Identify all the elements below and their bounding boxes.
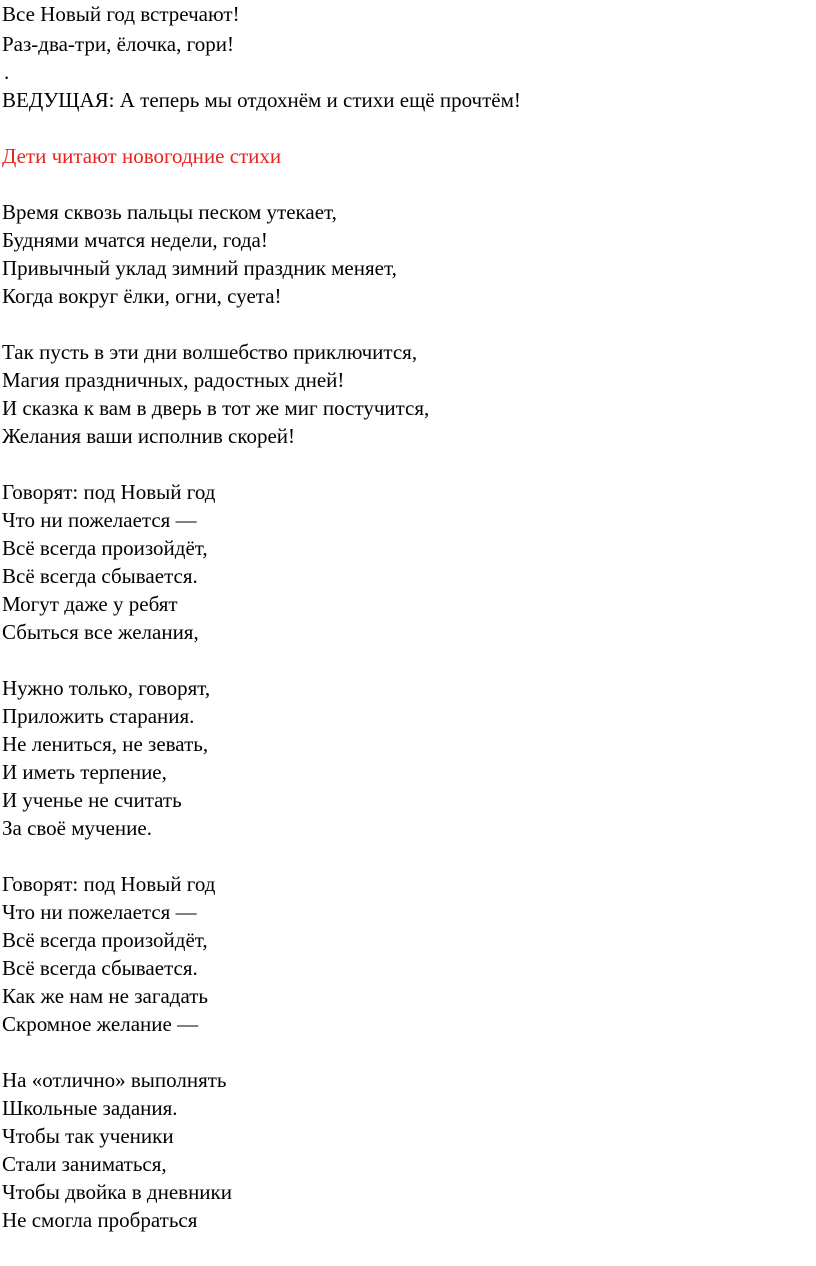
poem-line: Нужно только, говорят, (2, 676, 211, 700)
poem-line: Буднями мчатся недели, года! (2, 228, 268, 252)
poem-line: Всё всегда произойдёт, (2, 536, 208, 560)
poem-line: Сбыться все желания, (2, 620, 199, 644)
section-heading: Дети читают новогодние стихи (2, 144, 282, 168)
poem-line: Не смогла пробраться (2, 1208, 198, 1232)
poem-line: Когда вокруг ёлки, огни, суета! (2, 284, 282, 308)
host-line: ВЕДУЩАЯ: А теперь мы отдохнём и стихи ещё прочтём! (2, 88, 521, 112)
poem-line: Всё всегда произойдёт, (2, 928, 208, 952)
poem-line: За своё мучение. (2, 816, 152, 840)
poem-line: Могут даже у ребят (2, 592, 178, 616)
poem-line: Так пусть в эти дни волшебство приключится, (2, 340, 418, 364)
poem-line: И иметь терпение, (2, 760, 167, 784)
poem-line: Чтобы двойка в дневники (2, 1180, 232, 1204)
separator-dot: . (4, 60, 10, 84)
poem-line: Магия праздничных, радостных дней! (2, 368, 345, 392)
poem-line: Привычный уклад зимний праздник меняет, (2, 256, 397, 280)
poem-line: Школьные задания. (2, 1096, 178, 1120)
poem-line: Стали заниматься, (2, 1152, 167, 1176)
intro-line: Раз-два-три, ёлочка, гори! (2, 32, 234, 56)
poem-line: Говорят: под Новый год (2, 480, 216, 504)
poem-line: Как же нам не загадать (2, 984, 208, 1008)
intro-line: Все Новый год встречают! (2, 2, 240, 26)
poem-line: Приложить старания. (2, 704, 195, 728)
poem-line: Скромное желание — (2, 1012, 199, 1036)
poem-line: Желания ваши исполнив скорей! (2, 424, 296, 448)
poem-line: На «отлично» выполнять (2, 1068, 227, 1092)
poem-line: Говорят: под Новый год (2, 872, 216, 896)
poem-line: Всё всегда сбывается. (2, 956, 198, 980)
poem-line: Всё всегда сбывается. (2, 564, 198, 588)
poem-line: Что ни пожелается — (2, 900, 197, 924)
poem-line: Что ни пожелается — (2, 508, 197, 532)
poem-line: Чтобы так ученики (2, 1124, 174, 1148)
poem-line: И ученье не считать (2, 788, 182, 812)
poem-line: Время сквозь пальцы песком утекает, (2, 200, 337, 224)
poem-line: Не лениться, не зевать, (2, 732, 209, 756)
poem-line: И сказка к вам в дверь в тот же миг постучится, (2, 396, 430, 420)
